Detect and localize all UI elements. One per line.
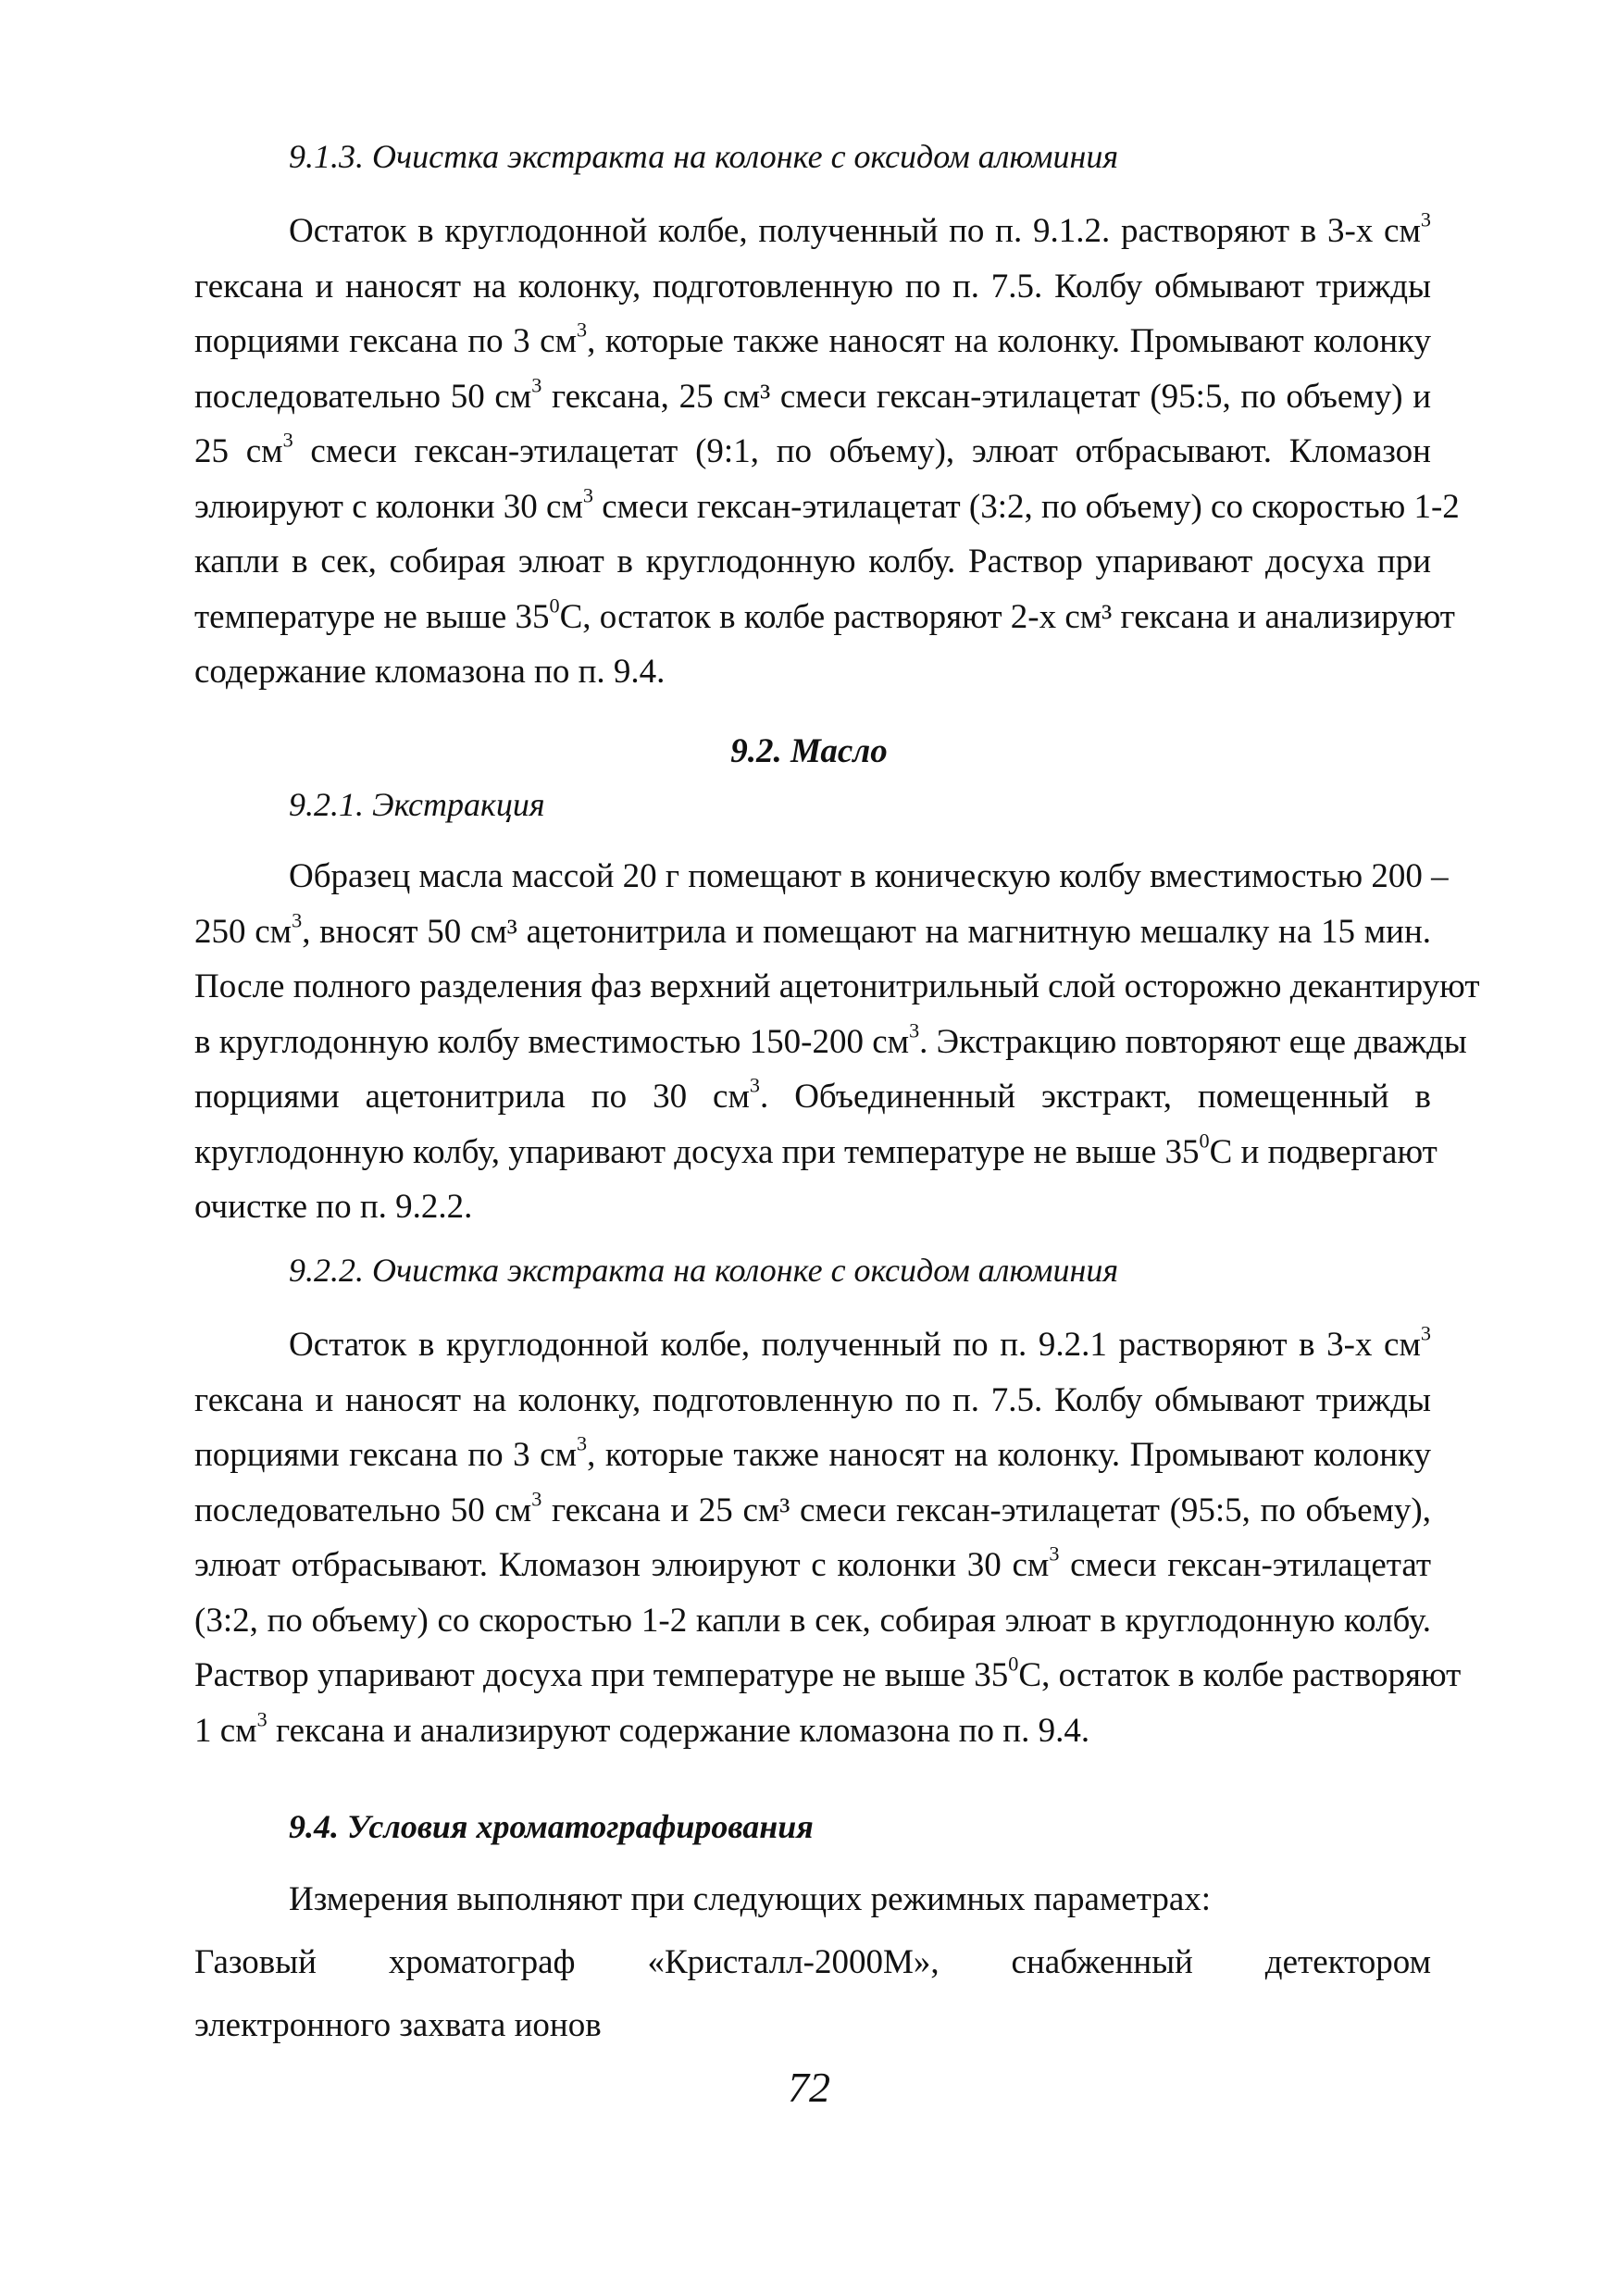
superscript: 3: [577, 1431, 588, 1455]
line-text-continued: гексана и анализируют содержание кломазона по п. 9.4.: [267, 1711, 1090, 1750]
section-heading-9-2: 9.2. Масло: [730, 732, 888, 770]
line-text: в круглодонную колбу вместимостью 150-200 см: [194, 1022, 910, 1061]
superscript: 3: [1049, 1541, 1060, 1566]
line-text-continued: , которые также наносят на колонку. Промывают колонку: [587, 322, 1431, 360]
section-9-2-2-line-3: [194, 1431, 1431, 1475]
line-text: порциями ацетонитрила по 30 см: [194, 1078, 750, 1116]
line-text: 1 см: [194, 1711, 257, 1750]
section-9-1-3-line-6: [194, 482, 1460, 527]
superscript: 3: [582, 482, 593, 506]
superscript: 0: [1008, 1652, 1019, 1676]
superscript: 3: [256, 1706, 268, 1730]
line-text-continued: гексана, 25 см³ смеси гексан-этилацетат (95:5, по объему) и: [541, 377, 1431, 416]
line-text: капли в сек, собирая элюат в круглодонную колбу. Раствор упаривают досуха при: [194, 543, 1431, 580]
section-heading-9-2-1: 9.2.1. Экстракция: [289, 786, 545, 823]
line-text: Образец масла массой 20 г помещают в коническую колбу вместимостью 200 –: [289, 857, 1449, 895]
section-9-2-2-line-4: [194, 1486, 1431, 1530]
line-text: Остаток в круглодонной колбе, полученный по п. 9.1.2. растворяют в 3-х см: [289, 212, 1421, 250]
line-text: гексана и наносят на колонку, подготовленную по п. 7.5. Колбу обмывают трижды: [194, 267, 1431, 306]
section-9-1-3-line-2: [194, 267, 1431, 306]
section-9-2-1-line-3: [194, 967, 1480, 1006]
line-text-continued: . Объединенный экстракт, помещенный в: [759, 1078, 1432, 1116]
superscript: 0: [549, 593, 560, 617]
section-9-1-3-line-5: [194, 428, 1431, 471]
section-heading-9-2-2: 9.2.2. Очистка экстракта на колонке с оксидом алюминия: [289, 1252, 1119, 1289]
line-text-continued: С, остаток в колбе растворяют: [1018, 1656, 1462, 1694]
section-9-2-1-line-6: [194, 1128, 1438, 1172]
line-text: Остаток в круглодонной колбе, полученный по п. 9.2.1 растворяют в 3-х см: [289, 1326, 1421, 1364]
line-text-continued: . Экстракцию повторяют еще дважды: [919, 1022, 1467, 1061]
line-text: элюируют с колонки 30 см: [194, 487, 583, 526]
superscript: 3: [282, 428, 293, 452]
section-9-2-1-line-4: [194, 1017, 1467, 1062]
section-9-2-1-line-1: [289, 856, 1449, 896]
line-text: гексана и наносят на колонку, подготовленную по п. 7.5. Колбу обмывают трижды: [194, 1380, 1431, 1419]
line-text: содержание кломазона по п. 9.4.: [194, 653, 666, 691]
section-9-1-3-line-1: [289, 207, 1431, 251]
line-text: (3:2, по объему) со скоростью 1-2 капли в сек, собирая элюат в круглодонную колбу.: [194, 1601, 1431, 1640]
section-9-4-line-2: [194, 1942, 1431, 1982]
superscript: 3: [292, 907, 303, 931]
line-text: последовательно 50 см: [194, 1491, 532, 1529]
superscript: 0: [1199, 1128, 1210, 1152]
line-text: 250 см: [194, 912, 292, 951]
line-text: очистке по п. 9.2.2.: [194, 1188, 473, 1226]
section-9-2-1-line-2: [194, 907, 1431, 952]
line-text: элюат отбрасывают. Кломазон элюируют с колонки 30 см: [194, 1546, 1050, 1584]
section-9-1-3-line-3: [194, 318, 1431, 361]
line-text-continued: С и подвергают: [1209, 1132, 1438, 1171]
section-9-1-3-line-9: [194, 652, 1431, 692]
line-text: порциями гексана по 3 см: [194, 1436, 577, 1474]
line-text-continued: смеси гексан-этилацетат (9:1, по объему), элюат отбрасывают. Кломазон: [292, 432, 1431, 470]
superscript: 3: [531, 1486, 542, 1510]
line-text-continued: , которые также наносят на колонку. Промывают колонку: [587, 1436, 1431, 1474]
line-text: порциями гексана по 3 см: [194, 322, 577, 360]
section-9-2-2-line-6: [194, 1601, 1431, 1641]
superscript: 3: [1420, 207, 1431, 231]
line-text: Раствор упаривают досуха при температуре не выше 35: [194, 1656, 1009, 1694]
line-text: электронного захвата ионов: [194, 2006, 602, 2044]
section-9-2-2-line-5: [194, 1541, 1431, 1585]
section-9-2-2-line-2: [194, 1380, 1431, 1420]
line-text-continued: гексана и 25 см³ смеси гексан-этилацетат (95:5, по объему),: [541, 1491, 1431, 1529]
superscript: 3: [577, 318, 588, 342]
section-9-2-2-line-8: [194, 1706, 1431, 1751]
page-number: 72: [788, 2064, 830, 2111]
section-9-2-1-line-7: [194, 1187, 1431, 1227]
section-9-1-3-line-8: [194, 593, 1455, 637]
section-heading-9-4: 9.4. Условия хроматографирования: [289, 1808, 814, 1845]
line-text-continued: С, остаток в колбе растворяют 2-х см³ гексана и анализируют: [559, 597, 1455, 636]
line-text-continued: , вносят 50 см³ ацетонитрила и помещают на магнитную мешалку на 15 мин.: [302, 912, 1431, 951]
superscript: 3: [1420, 1321, 1431, 1345]
line-text: последовательно 50 см: [194, 377, 532, 416]
superscript: 3: [531, 372, 542, 396]
section-9-4-line-1: [289, 1879, 1431, 1919]
superscript: 3: [749, 1073, 760, 1097]
section-9-1-3-line-7: [194, 542, 1431, 581]
line-text: 25 см: [194, 432, 283, 470]
line-text-continued: смеси гексан-этилацетат (3:2, по объему) со скоростью 1-2: [592, 487, 1460, 526]
section-9-2-2-line-7: [194, 1652, 1462, 1695]
superscript: 3: [909, 1017, 920, 1042]
section-9-2-2-line-1: [289, 1321, 1431, 1365]
line-text: температуре не выше 35: [194, 597, 550, 636]
section-9-2-1-line-5: [194, 1073, 1432, 1117]
section-9-1-3-line-4: [194, 372, 1431, 417]
line-text: круглодонную колбу, упаривают досуха при температуре не выше 35: [194, 1132, 1200, 1171]
line-text-continued: смеси гексан-этилацетат: [1059, 1546, 1431, 1584]
section-heading-9-1-3: 9.1.3. Очистка экстракта на колонке с оксидом алюминия: [289, 138, 1119, 175]
line-text: После полного разделения фаз верхний ацетонитрильный слой осторожно декантируют: [194, 967, 1480, 1005]
section-9-4-line-3: [194, 2005, 1431, 2045]
line-text: Газовый хроматограф «Кристалл-2000М», снабженный детектором: [194, 1943, 1431, 1981]
line-text: Измерения выполняют при следующих режимных параметрах:: [289, 1880, 1212, 1918]
